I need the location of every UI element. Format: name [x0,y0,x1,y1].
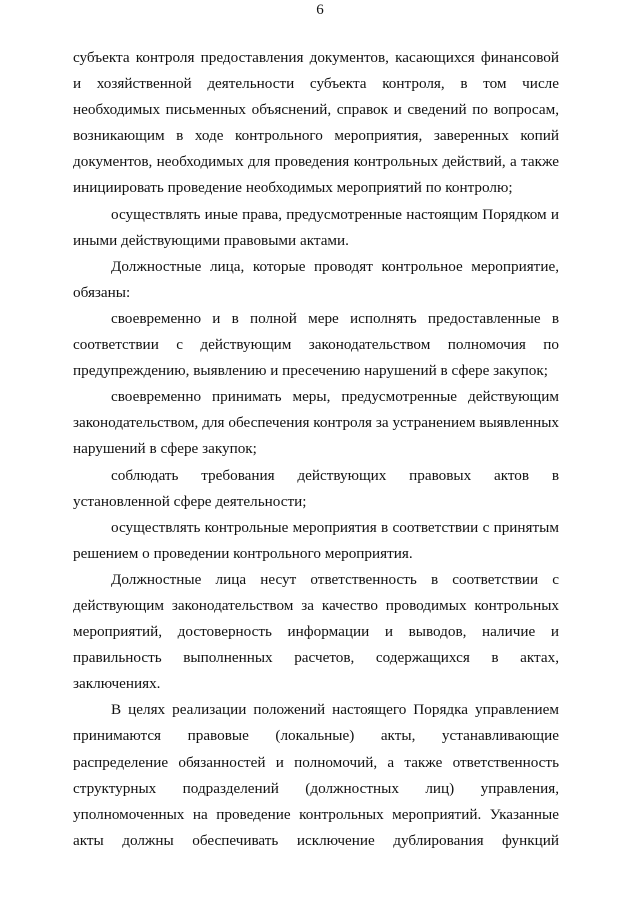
paragraph-officials-obliged: Должностные лица, которые проводят контрольное мероприятие, обязаны: [73,257,559,301]
paragraph-responsibility: Должностные лица несут ответственность в соответствии с действующим законодательством за качество проводимых контрольных мероприятий, достоверность информации и выводов, наличие и правильность выполненных расчетов, содержащихся в актах, заключениях. [73,570,559,693]
paragraph-comply-requirements: соблюдать требования действующих правовых актов в установленной сфере деятельности; [73,466,559,510]
paragraph-local-acts: В целях реализации положений настоящего Порядка управлением принимаются правовые (локальные) акты, устанавливающие распределение обязанностей и полномочий, а также ответственность структурных подразделений (должностных лиц) управления, уполномоченных на проведение контрольных мероприятий. Указанные акты должны обеспечивать исключение дублирования функций [73,701,559,849]
paragraph-subject-documents: субъекта контроля предоставления документов, касающихся финансовой и хозяйственной деятельности субъекта контроля, в том числе необходимых письменных объяснений, справок и сведений по вопросам, возникающим в ходе контрольного мероприятия, заверенных копий документов, необходимых для проведения контрольных действий, а также инициировать проведение необходимых мероприятий по контролю; [73,49,559,197]
paragraph-other-rights: осуществлять иные права, предусмотренные настоящим Порядком и иными действующими правовыми актами. [73,205,559,249]
paragraph-exercise-powers: своевременно и в полной мере исполнять предоставленные в соответствии с действующим законодательством полномочия по предупреждению, выявлению и пресечению нарушений в сфере закупок; [73,309,559,380]
paragraph-conduct-control: осуществлять контрольные мероприятия в соответствии с принятым решением о проведении контрольного мероприятия. [73,518,559,562]
page-number: 6 [316,2,324,18]
paragraph-take-measures: своевременно принимать меры, предусмотренные действующим законодательством, для обеспечения контроля за устранением выявленных нарушений в сфере закупок; [73,388,559,458]
document-body [73,45,559,854]
